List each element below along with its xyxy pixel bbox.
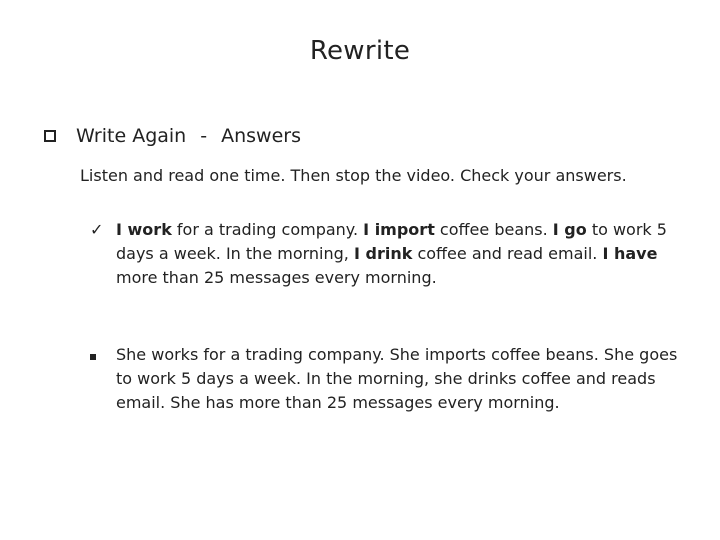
slide-title: Rewrite [309,36,411,66]
instruction-text: Listen and read one time. Then stop the video. Check your answers. [80,166,627,185]
segment: more than 25 messages every morning. [116,268,437,287]
heading-separator: - [200,125,208,147]
segment: I have [602,244,658,263]
segment: I go [552,220,587,239]
square-bullet-small-icon [90,343,110,367]
heading-subtitle: Answers [221,125,301,147]
segment: to work 5 days a week. In the morning, [116,220,667,263]
section-heading [44,125,301,147]
segment: I work [116,220,172,239]
answer-third-person-text: She works for a trading company. She imports coffee beans. She goes to work 5 days a week. In the morning, she drinks coffee and reads email. She has more than 25 messages every morning. [116,345,678,412]
segment: I import [363,220,435,239]
answer-third-person [90,343,680,415]
segment: for a trading company. [171,220,364,239]
checkmark-icon: ✓ [90,220,104,239]
segment: coffee beans. [434,220,553,239]
segment: coffee and read email. [412,244,603,263]
heading-label: Write Again [76,125,187,147]
answer-first-person [90,218,680,290]
square-bullet-icon [44,130,56,142]
answer-first-person-text [116,218,680,290]
segment: I drink [353,244,413,263]
